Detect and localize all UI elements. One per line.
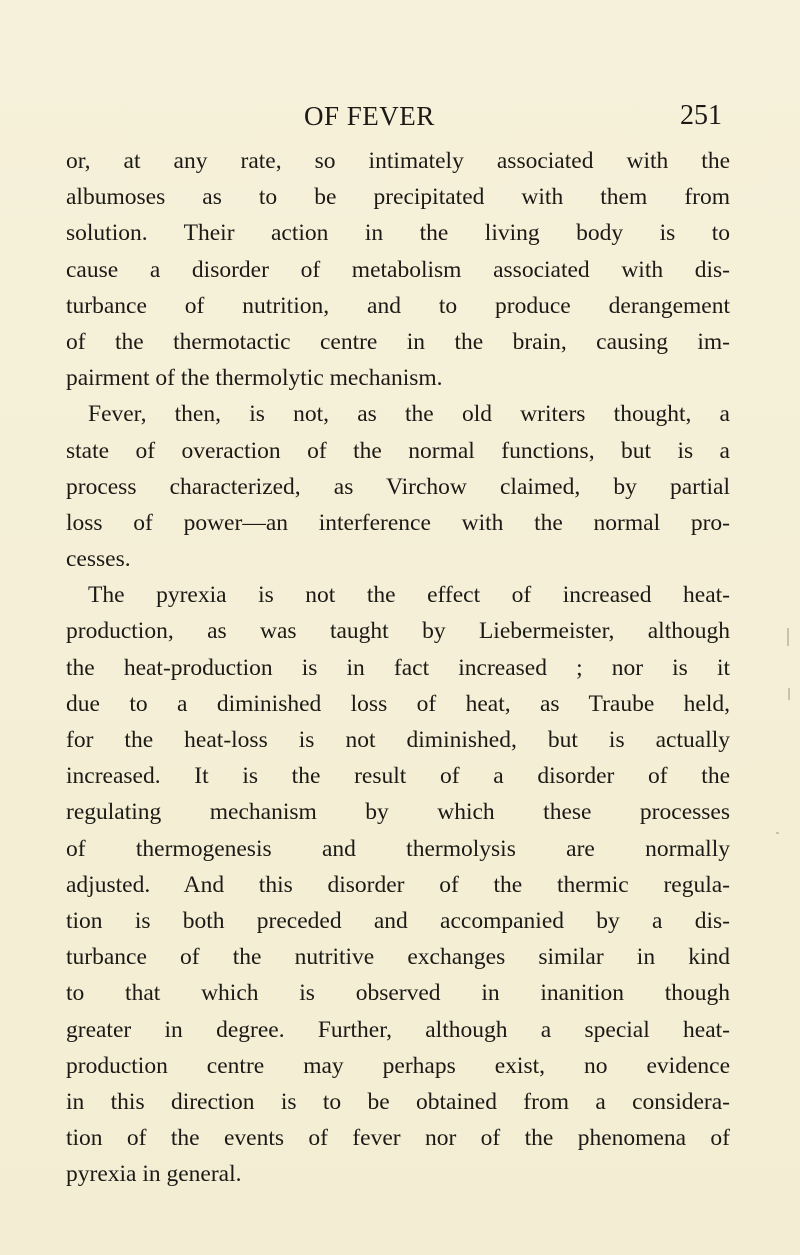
text-line: regulating mechanism by which these processes	[66, 799, 730, 826]
paper-blemish	[788, 688, 790, 700]
text-line: production centre may perhaps exist, no evidence	[66, 1052, 730, 1079]
paper-blemish	[787, 628, 789, 646]
text-line: solution. Their action in the living body is to	[66, 220, 730, 247]
text-line: pyrexia in general.	[66, 1161, 242, 1188]
body-text	[66, 143, 730, 1192]
page-number: 251	[680, 100, 722, 131]
text-line: state of overaction of the normal functions, but is a	[66, 437, 730, 464]
text-line: of the thermotactic centre in the brain, causing im-	[66, 328, 730, 355]
text-line: adjusted. And this disorder of the thermic regula-	[66, 871, 730, 898]
text-line: pairment of the thermolytic mechanism.	[66, 365, 443, 392]
text-line: production, as was taught by Liebermeister, although	[66, 618, 730, 645]
text-line: The pyrexia is not the effect of increased heat-	[88, 582, 730, 609]
text-line: for the heat-loss is not diminished, but is actually	[66, 727, 730, 753]
text-line: cesses.	[66, 546, 131, 573]
running-head	[0, 96, 800, 136]
running-title: OF FEVER	[304, 101, 435, 131]
paper-blemish	[776, 832, 779, 834]
text-line: cause a disorder of metabolism associated with dis-	[66, 256, 730, 283]
text-line: increased. It is the result of a disorder of the	[66, 763, 730, 790]
text-line: to that which is observed in inanition though	[66, 980, 730, 1007]
text-line: tion of the events of fever nor of the phenomena of	[66, 1125, 730, 1152]
text-line: in this direction is to be obtained from a considera-	[66, 1088, 730, 1115]
text-line: tion is both preceded and accompanied by a dis-	[66, 907, 730, 934]
text-line: Fever, then, is not, as the old writers thought, a	[88, 401, 730, 428]
text-line: or, at any rate, so intimately associated with the	[66, 148, 730, 174]
text-line: turbance of nutrition, and to produce derangement	[66, 292, 730, 319]
text-line: turbance of the nutritive exchanges similar in kind	[66, 944, 730, 971]
text-line: albumoses as to be precipitated with them from	[66, 184, 730, 211]
text-line: greater in degree. Further, although a special heat-	[66, 1016, 730, 1043]
text-line: of thermogenesis and thermolysis are normally	[66, 835, 730, 862]
text-line: due to a diminished loss of heat, as Traube held,	[66, 690, 730, 717]
text-line: process characterized, as Virchow claimed, by partial	[66, 473, 730, 500]
text-line: loss of power—an interference with the normal pro-	[66, 509, 730, 536]
text-line: the heat-production is in fact increased ; nor is it	[66, 654, 730, 681]
